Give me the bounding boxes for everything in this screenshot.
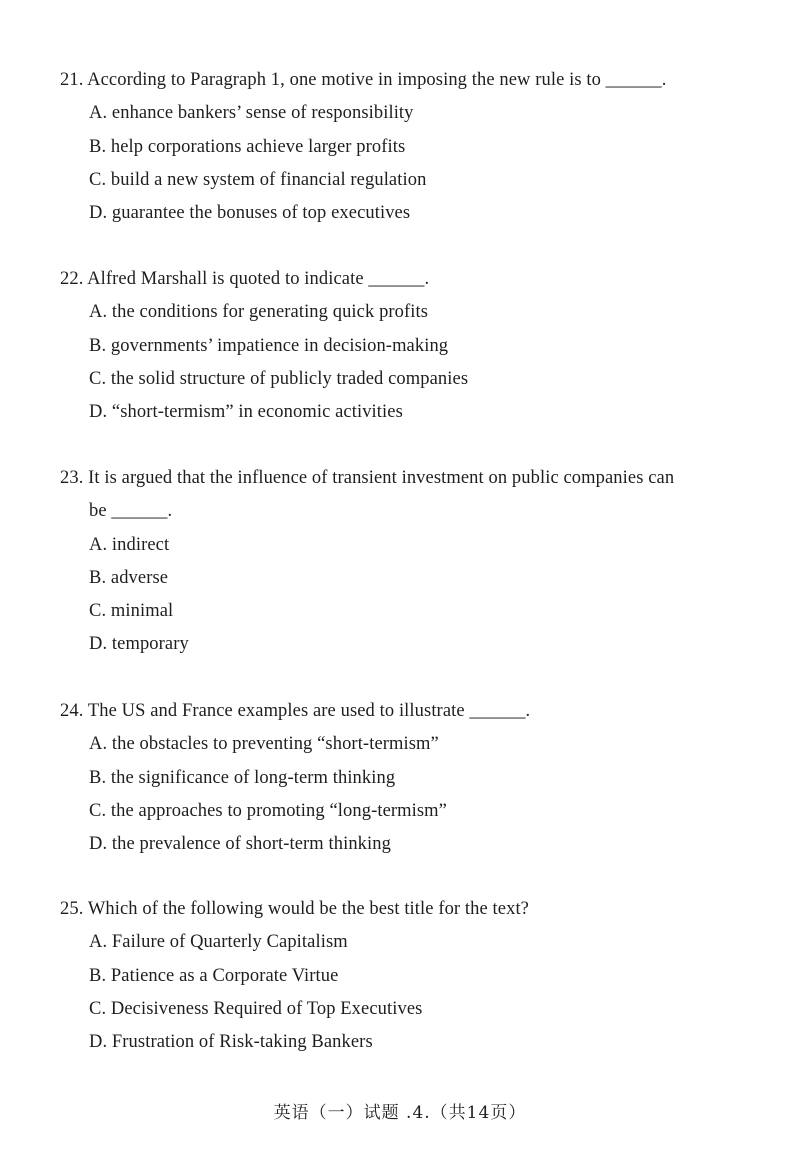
question-text: Alfred Marshall is quoted to indicate ______. xyxy=(87,269,430,289)
option-list xyxy=(60,926,720,1059)
option-b: B. Patience as a Corporate Virtue xyxy=(89,965,339,986)
question-stem xyxy=(60,64,720,97)
question-21 xyxy=(60,64,720,230)
option-list xyxy=(60,728,720,861)
question-stem xyxy=(60,893,720,926)
option-b: B. the significance of long-term thinking xyxy=(89,767,396,788)
question-number: 25. xyxy=(60,899,84,919)
option-d: D. temporary xyxy=(89,634,189,655)
question-22 xyxy=(60,263,720,429)
page-footer: 英语（一）试题 .4.（共14页） xyxy=(273,1103,527,1123)
option-d: D. the prevalence of short-term thinking xyxy=(89,834,391,855)
option-a: A. enhance bankers’ sense of responsibility xyxy=(89,103,414,124)
question-number: 22. xyxy=(60,269,84,289)
option-d: D. Frustration of Risk-taking Bankers xyxy=(89,1032,373,1053)
option-c: C. the solid structure of publicly traded companies xyxy=(89,368,469,389)
question-25 xyxy=(60,893,720,1059)
question-stem xyxy=(60,695,720,728)
question-stem xyxy=(60,462,720,495)
option-list xyxy=(60,296,720,429)
option-c: C. build a new system of financial regulation xyxy=(89,169,427,190)
option-b: B. help corporations achieve larger profits xyxy=(89,136,406,157)
option-d: D. guarantee the bonuses of top executives xyxy=(89,203,411,224)
question-text: Which of the following would be the best title for the text? xyxy=(87,899,529,919)
option-c: C. minimal xyxy=(89,601,174,622)
question-text: According to Paragraph 1, one motive in imposing the new rule is to ______. xyxy=(87,70,667,90)
option-b: B. adverse xyxy=(89,567,169,588)
option-list xyxy=(60,529,720,662)
question-number: 21. xyxy=(60,70,84,90)
option-d: D. “short-termism” in economic activities xyxy=(89,402,403,423)
question-number: 23. xyxy=(60,468,84,488)
question-24 xyxy=(60,695,720,861)
question-text: The US and France examples are used to illustrate ______. xyxy=(87,701,531,721)
question-stem xyxy=(60,263,720,296)
question-23 xyxy=(60,462,720,662)
question-stem-continuation: be ______. xyxy=(89,501,173,522)
option-a: A. the conditions for generating quick profits xyxy=(89,302,429,323)
option-c: C. the approaches to promoting “long-termism” xyxy=(89,800,447,821)
option-c: C. Decisiveness Required of Top Executives xyxy=(89,998,423,1019)
option-b: B. governments’ impatience in decision-making xyxy=(89,335,449,356)
question-number: 24. xyxy=(60,701,84,721)
option-list xyxy=(60,97,720,230)
option-a: A. indirect xyxy=(89,534,170,555)
option-a: A. Failure of Quarterly Capitalism xyxy=(89,932,348,953)
question-text: It is argued that the influence of transient investment on public companies can xyxy=(88,468,675,488)
option-a: A. the obstacles to preventing “short-termism” xyxy=(89,734,439,755)
